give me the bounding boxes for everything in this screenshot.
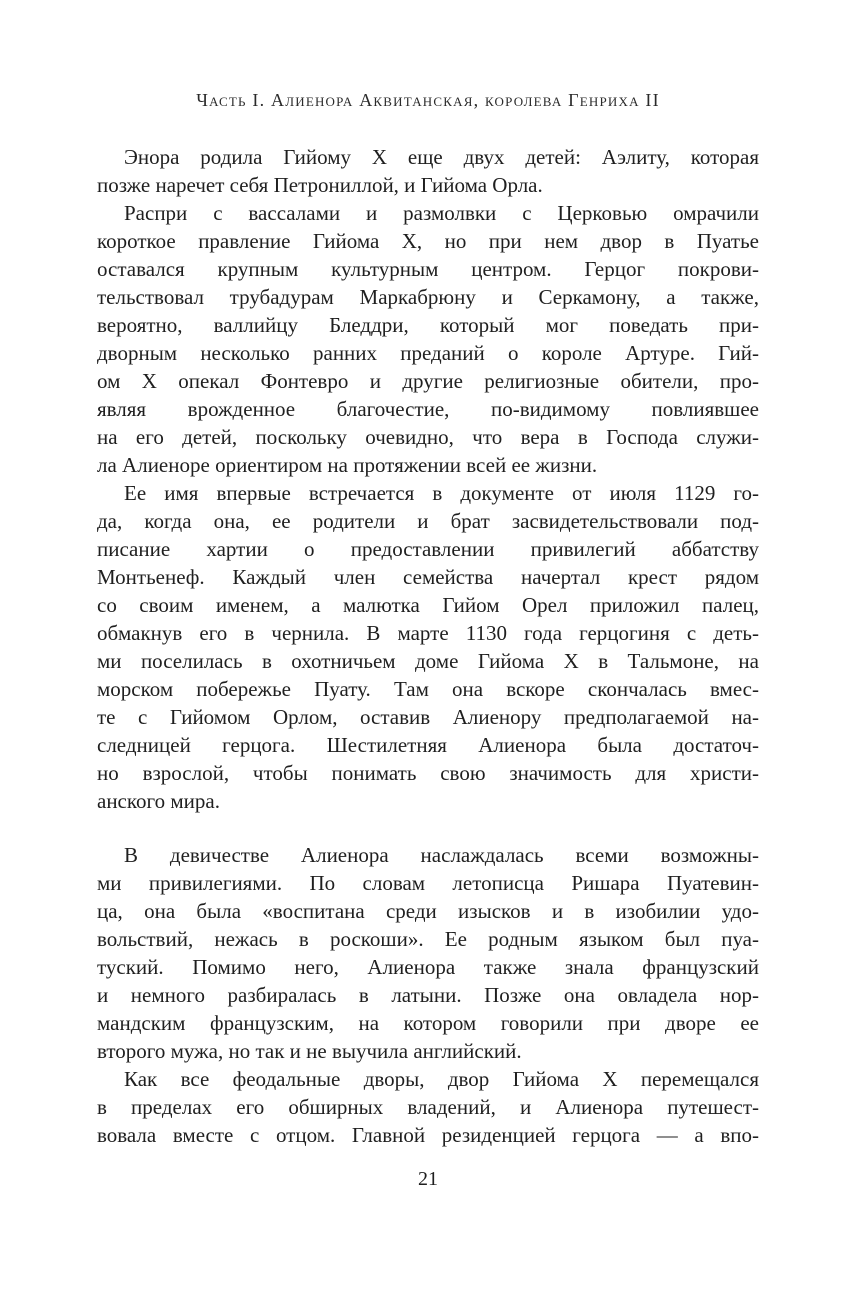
paragraph-line: тельствовал трубадурам Маркабрюну и Серкамону, а также, — [97, 285, 759, 309]
paragraph-line: Ее имя впервые встречается в документе от июля 1129 го- — [124, 481, 759, 505]
paragraph-line: Распри с вассалами и размолвки с Церковью омрачили — [124, 201, 759, 225]
paragraph-line: но взрослой, чтобы понимать свою значимость для христи- — [97, 761, 759, 785]
paragraph-line: на его детей, поскольку очевидно, что вера в Господа служи- — [97, 425, 759, 449]
paragraph-line: ца, она была «воспитана среди изысков и в изобилии удо- — [97, 899, 759, 923]
paragraph-line: морском побережье Пуату. Там она вскоре скончалась вмес- — [97, 677, 759, 701]
paragraph-line: В девичестве Алиенора наслаждалась всеми возможны- — [124, 843, 759, 867]
paragraph-line: ми поселилась в охотничьем доме Гийома X в Тальмоне, на — [97, 649, 759, 673]
paragraph-line: туский. Помимо него, Алиенора также знала французский — [97, 955, 759, 979]
paragraph-line: являя врожденное благочестие, по-видимому повлиявшее — [97, 397, 759, 421]
running-header: Часть I. Алиенора Аквитанская, королева Генриха II — [196, 90, 660, 110]
paragraph-line: в пределах его обширных владений, и Алиенора путешест- — [97, 1095, 759, 1119]
paragraph-line: Энора родила Гийому X еще двух детей: Аэлиту, которая — [124, 145, 759, 169]
paragraph-line: дворным несколько ранних преданий о короле Артуре. Гий- — [97, 341, 759, 365]
paragraph-line: следницей герцога. Шестилетняя Алиенора была достаточ- — [97, 733, 759, 757]
paragraph-line: вовала вместе с отцом. Главной резиденцией герцога — а впо- — [97, 1123, 759, 1147]
paragraph-line: анского мира. — [97, 789, 220, 813]
paragraph-line: те с Гийомом Орлом, оставив Алиенору предполагаемой на- — [97, 705, 759, 729]
paragraph-line: вероятно, валлийцу Бледдри, который мог поведать при- — [97, 313, 759, 337]
paragraph-line: второго мужа, но так и не выучила английский. — [97, 1039, 522, 1063]
paragraph — [97, 479, 759, 815]
paragraph-line: со своим именем, а малютка Гийом Орел приложил палец, — [97, 593, 759, 617]
paragraph-line: и немного разбиралась в латыни. Позже она овладела нор- — [97, 983, 759, 1007]
paragraph — [97, 1065, 759, 1149]
paragraph-line: ми привилегиями. По словам летописца Ришара Пуатевин- — [97, 871, 759, 895]
paragraph-line: ом X опекал Фонтевро и другие религиозные обители, про- — [97, 369, 759, 393]
paragraph-line: короткое правление Гийома X, но при нем двор в Пуатье — [97, 229, 759, 253]
paragraph-line: ла Алиеноре ориентиром на протяжении всей ее жизни. — [97, 453, 598, 477]
paragraph-line: Монтьенеф. Каждый член семейства начертал крест рядом — [97, 565, 759, 589]
paragraph — [97, 199, 759, 479]
paragraph-line: позже наречет себя Петрониллой, и Гийома Орла. — [97, 173, 543, 197]
paragraph-line: обмакнув его в чернила. В марте 1130 года герцогиня с деть- — [97, 621, 759, 645]
paragraph-line: писание хартии о предоставлении привилегий аббатству — [97, 537, 759, 561]
paragraph — [97, 143, 759, 199]
paragraph-line: да, когда она, ее родители и брат засвидетельствовали под- — [97, 509, 759, 533]
paragraph-line: мандским французским, на котором говорили при дворе ее — [97, 1011, 759, 1035]
paragraph-line: вольствий, нежась в роскоши». Ее родным языком был пуа- — [97, 927, 759, 951]
paragraph-line: Как все феодальные дворы, двор Гийома X перемещался — [124, 1067, 759, 1091]
page-number: 21 — [418, 1168, 438, 1190]
paragraph-line: оставался крупным культурным центром. Герцог покрови- — [97, 257, 759, 281]
paragraph — [97, 841, 759, 1065]
text-block — [97, 143, 759, 1149]
